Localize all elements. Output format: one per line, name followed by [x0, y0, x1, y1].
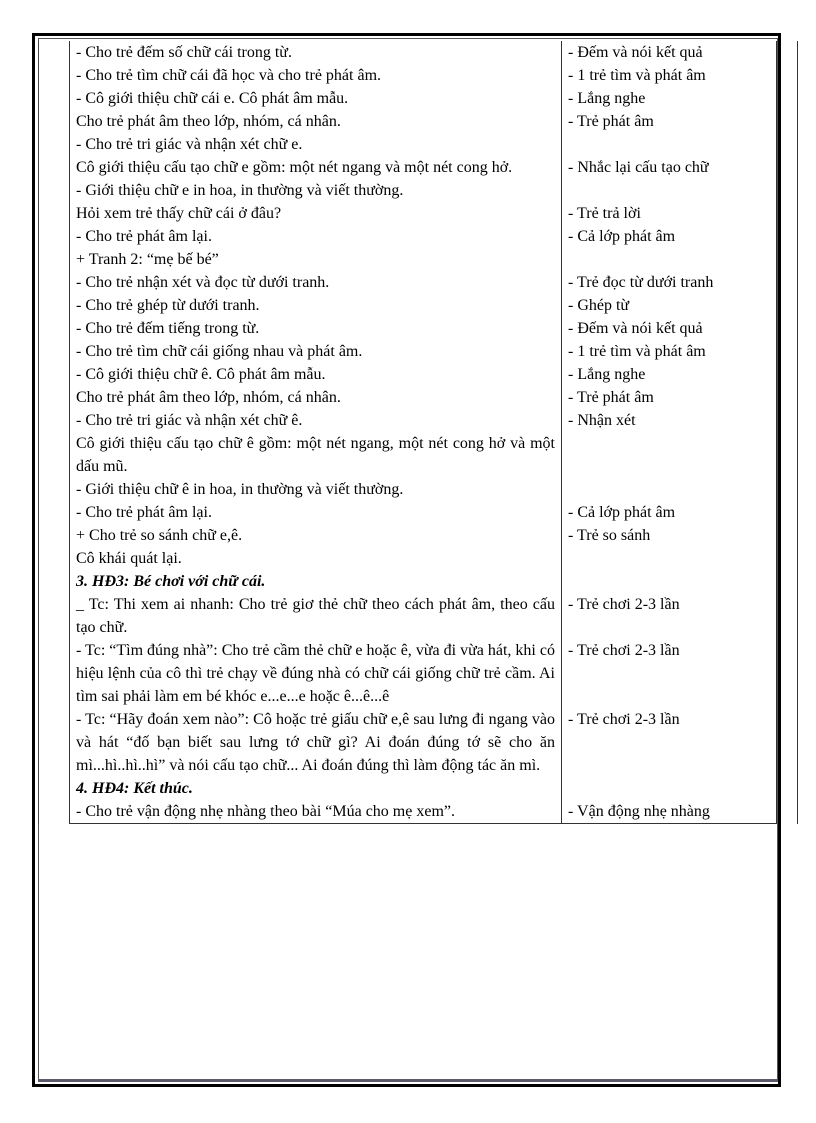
empty-left-cell — [39, 432, 70, 478]
empty-left-cell — [39, 294, 70, 317]
child-response — [562, 547, 777, 570]
empty-left-cell — [39, 110, 70, 133]
response-text — [568, 179, 776, 202]
teacher-activity — [70, 87, 562, 110]
teacher-activity — [70, 524, 562, 547]
activity-row — [39, 271, 798, 294]
response-text: - Nhắc lại cấu tạo chữ — [568, 159, 709, 176]
empty-left-cell — [39, 478, 70, 501]
heading-text: 4. HĐ4: Kết thúc. — [76, 780, 193, 797]
activity-text: - Cho trẻ đếm tiếng trong từ. — [76, 320, 260, 337]
child-response — [562, 248, 777, 271]
child-response — [562, 524, 777, 547]
child-response — [562, 501, 777, 524]
response-text: - Ghép từ — [568, 297, 630, 314]
child-response — [562, 386, 777, 409]
child-response — [562, 570, 777, 593]
empty-left-cell — [39, 547, 70, 570]
empty-right-cell — [777, 593, 798, 639]
empty-right-cell — [777, 317, 798, 340]
empty-left-cell — [39, 501, 70, 524]
child-response — [562, 110, 777, 133]
activity-row — [39, 133, 798, 156]
response-text — [568, 547, 776, 570]
empty-right-cell — [777, 409, 798, 432]
response-text: - Lắng nghe — [568, 366, 646, 383]
child-response — [562, 639, 777, 708]
activity-row — [39, 800, 798, 824]
activity-row — [39, 202, 798, 225]
child-response — [562, 708, 777, 777]
empty-left-cell — [39, 708, 70, 777]
child-response — [562, 432, 777, 478]
child-response — [562, 133, 777, 156]
activity-row — [39, 593, 798, 639]
empty-right-cell — [777, 110, 798, 133]
empty-left-cell — [39, 409, 70, 432]
empty-left-cell — [39, 133, 70, 156]
teacher-activity — [70, 593, 562, 639]
empty-right-cell — [777, 156, 798, 179]
activity-text: - Cho trẻ đếm số chữ cái trong từ. — [76, 44, 292, 61]
empty-right-cell — [777, 432, 798, 478]
activity-text: - Giới thiệu chữ ê in hoa, in thường và viết thường. — [76, 481, 404, 498]
response-text — [568, 432, 776, 455]
empty-right-cell — [777, 340, 798, 363]
teacher-activity — [70, 156, 562, 179]
teacher-activity — [70, 340, 562, 363]
teacher-activity — [70, 179, 562, 202]
activity-row — [39, 317, 798, 340]
teacher-activity — [70, 202, 562, 225]
response-text: - 1 trẻ tìm và phát âm — [568, 67, 706, 84]
empty-left-cell — [39, 524, 70, 547]
activity-row — [39, 524, 798, 547]
activity-text: Hỏi xem trẻ thấy chữ cái ở đâu? — [76, 205, 282, 222]
teacher-activity — [70, 363, 562, 386]
activity-row — [39, 294, 798, 317]
empty-left-cell — [39, 202, 70, 225]
child-response — [562, 225, 777, 248]
teacher-activity — [70, 639, 562, 708]
child-response — [562, 202, 777, 225]
child-response — [562, 179, 777, 202]
child-response — [562, 41, 777, 64]
empty-left-cell — [39, 271, 70, 294]
empty-right-cell — [777, 570, 798, 593]
teacher-activity — [70, 409, 562, 432]
response-text: - Trẻ phát âm — [568, 113, 654, 130]
activity-row — [39, 363, 798, 386]
empty-right-cell — [777, 248, 798, 271]
activity-row — [39, 156, 798, 179]
empty-right-cell — [777, 294, 798, 317]
teacher-activity — [70, 547, 562, 570]
empty-left-cell — [39, 777, 70, 800]
child-response — [562, 156, 777, 179]
empty-left-cell — [39, 248, 70, 271]
empty-left-cell — [39, 593, 70, 639]
teacher-activity — [70, 478, 562, 501]
activity-text: - Cho trẻ tri giác và nhận xét chữ e. — [76, 136, 303, 153]
empty-left-cell — [39, 340, 70, 363]
empty-right-cell — [777, 800, 798, 824]
empty-right-cell — [777, 524, 798, 547]
response-text — [568, 248, 776, 271]
teacher-activity — [70, 41, 562, 64]
response-text: - Lắng nghe — [568, 90, 646, 107]
teacher-activity — [70, 800, 562, 824]
activity-row — [39, 478, 798, 501]
response-text: - 1 trẻ tìm và phát âm — [568, 343, 706, 360]
teacher-activity — [70, 432, 562, 478]
activity-row — [39, 547, 798, 570]
activity-row — [39, 409, 798, 432]
empty-right-cell — [777, 777, 798, 800]
empty-left-cell — [39, 363, 70, 386]
empty-left-cell — [39, 156, 70, 179]
empty-right-cell — [777, 271, 798, 294]
activity-row — [39, 110, 798, 133]
teacher-activity — [70, 708, 562, 777]
child-response — [562, 800, 777, 824]
activity-text: - Cho trẻ tìm chữ cái đã học và cho trẻ phát âm. — [76, 67, 382, 84]
empty-right-cell — [777, 386, 798, 409]
activity-row — [39, 64, 798, 87]
empty-left-cell — [39, 317, 70, 340]
response-text: - Đếm và nói kết quả — [568, 320, 703, 337]
activity-text: - Cho trẻ phát âm lại. — [76, 228, 212, 245]
empty-right-cell — [777, 202, 798, 225]
empty-right-cell — [777, 225, 798, 248]
empty-right-cell — [777, 501, 798, 524]
child-response — [562, 363, 777, 386]
response-text: - Trẻ chơi 2-3 lần — [568, 596, 680, 613]
empty-right-cell — [777, 547, 798, 570]
response-text: - Cả lớp phát âm — [568, 504, 676, 521]
empty-right-cell — [777, 363, 798, 386]
lesson-plan-table — [38, 41, 798, 824]
empty-right-cell — [777, 41, 798, 64]
empty-left-cell — [39, 800, 70, 824]
response-text: - Trẻ so sánh — [568, 527, 651, 544]
child-response — [562, 777, 777, 800]
empty-right-cell — [777, 87, 798, 110]
response-text — [568, 777, 776, 800]
activity-text: - Cho trẻ tìm chữ cái giống nhau và phát âm. — [76, 343, 363, 360]
teacher-activity — [70, 294, 562, 317]
response-text: - Trẻ phát âm — [568, 389, 654, 406]
activity-row — [39, 340, 798, 363]
teacher-activity — [70, 133, 562, 156]
activity-row — [39, 432, 798, 478]
activity-text: + Cho trẻ so sánh chữ e,ê. — [76, 527, 243, 544]
activity-text: - Giới thiệu chữ e in hoa, in thường và viết thường. — [76, 182, 404, 199]
teacher-activity — [70, 271, 562, 294]
teacher-activity — [70, 501, 562, 524]
section-heading — [70, 777, 562, 800]
activity-row — [39, 179, 798, 202]
teacher-activity — [70, 248, 562, 271]
activity-text: Cho trẻ phát âm theo lớp, nhóm, cá nhân. — [76, 389, 341, 406]
activity-text: Cô khái quát lại. — [76, 550, 182, 567]
teacher-activity — [70, 110, 562, 133]
empty-right-cell — [777, 708, 798, 777]
response-text: - Cả lớp phát âm — [568, 228, 676, 245]
activity-text: - Tc: “Hãy đoán xem nào”: Cô hoặc trẻ giấu chữ e,ê sau lưng đi ngang vào và hát “đố bạn biết sau lưng tớ chữ gì? Ai đoán đúng tớ sẽ cho ăn mì...hì..hì..hì” và nói cấu tạo chữ... Ai đoán đúng thì làm động tác ăn mì. — [76, 711, 555, 774]
response-text — [568, 133, 776, 156]
activity-row — [39, 225, 798, 248]
child-response — [562, 478, 777, 501]
child-response — [562, 271, 777, 294]
activity-text: - Cô giới thiệu chữ cái e. Cô phát âm mẫu. — [76, 90, 349, 107]
response-text: - Trẻ đọc từ dưới tranh — [568, 274, 714, 291]
empty-left-cell — [39, 64, 70, 87]
teacher-activity — [70, 317, 562, 340]
empty-left-cell — [39, 179, 70, 202]
teacher-activity — [70, 225, 562, 248]
teacher-activity — [70, 386, 562, 409]
activity-text: Cô giới thiệu cấu tạo chữ ê gồm: một nét ngang, một nét cong hở và một dấu mũ. — [76, 435, 555, 475]
activity-text: - Cô giới thiệu chữ ê. Cô phát âm mẫu. — [76, 366, 326, 383]
activity-text: - Cho trẻ ghép từ dưới tranh. — [76, 297, 260, 314]
child-response — [562, 87, 777, 110]
activity-text: _ Tc: Thi xem ai nhanh: Cho trẻ giơ thẻ chữ theo cách phát âm, theo cấu tạo chữ. — [76, 596, 555, 636]
activity-text: - Cho trẻ vận động nhẹ nhàng theo bài “Múa cho mẹ xem”. — [76, 803, 455, 820]
child-response — [562, 317, 777, 340]
empty-right-cell — [777, 639, 798, 708]
section-heading — [70, 570, 562, 593]
response-text: - Trẻ trả lời — [568, 205, 641, 222]
heading-text: 3. HĐ3: Bé chơi với chữ cái. — [76, 573, 266, 590]
activity-row — [39, 386, 798, 409]
child-response — [562, 409, 777, 432]
response-text: - Đếm và nói kết quả — [568, 44, 703, 61]
activity-text: + Tranh 2: “mẹ bế bé” — [76, 251, 219, 268]
response-text — [568, 570, 776, 593]
section-heading-row — [39, 777, 798, 800]
empty-left-cell — [39, 386, 70, 409]
response-text: - Nhận xét — [568, 412, 636, 429]
section-heading-row — [39, 570, 798, 593]
empty-left-cell — [39, 570, 70, 593]
activity-row — [39, 639, 798, 708]
activity-text: - Cho trẻ tri giác và nhận xét chữ ê. — [76, 412, 303, 429]
activity-text: - Cho trẻ nhận xét và đọc từ dưới tranh. — [76, 274, 330, 291]
child-response — [562, 593, 777, 639]
response-text — [568, 478, 776, 501]
activity-text: - Cho trẻ phát âm lại. — [76, 504, 212, 521]
response-text: - Trẻ chơi 2-3 lần — [568, 642, 680, 659]
activity-row — [39, 501, 798, 524]
activity-text: - Tc: “Tìm đúng nhà”: Cho trẻ cầm thẻ chữ e hoặc ê, vừa đi vừa hát, khi có hiệu lệnh của cô thì trẻ chạy về đúng nhà có chữ cái giống chữ trẻ cầm. Ai tìm sai phải làm em bé khóc e...e...e hoặc ê...ê...ê — [76, 642, 555, 705]
empty-right-cell — [777, 64, 798, 87]
activity-text: Cho trẻ phát âm theo lớp, nhóm, cá nhân. — [76, 113, 341, 130]
empty-right-cell — [777, 179, 798, 202]
activity-row — [39, 248, 798, 271]
empty-left-cell — [39, 87, 70, 110]
empty-left-cell — [39, 639, 70, 708]
child-response — [562, 294, 777, 317]
child-response — [562, 340, 777, 363]
child-response — [562, 64, 777, 87]
activity-text: Cô giới thiệu cấu tạo chữ e gồm: một nét ngang và một nét cong hở. — [76, 159, 513, 176]
activity-row — [39, 41, 798, 64]
response-text: - Trẻ chơi 2-3 lần — [568, 711, 680, 728]
teacher-activity — [70, 64, 562, 87]
response-text: - Vận động nhẹ nhàng — [568, 803, 710, 820]
empty-left-cell — [39, 41, 70, 64]
empty-right-cell — [777, 478, 798, 501]
empty-left-cell — [39, 225, 70, 248]
activity-row — [39, 87, 798, 110]
activity-row — [39, 708, 798, 777]
empty-right-cell — [777, 133, 798, 156]
